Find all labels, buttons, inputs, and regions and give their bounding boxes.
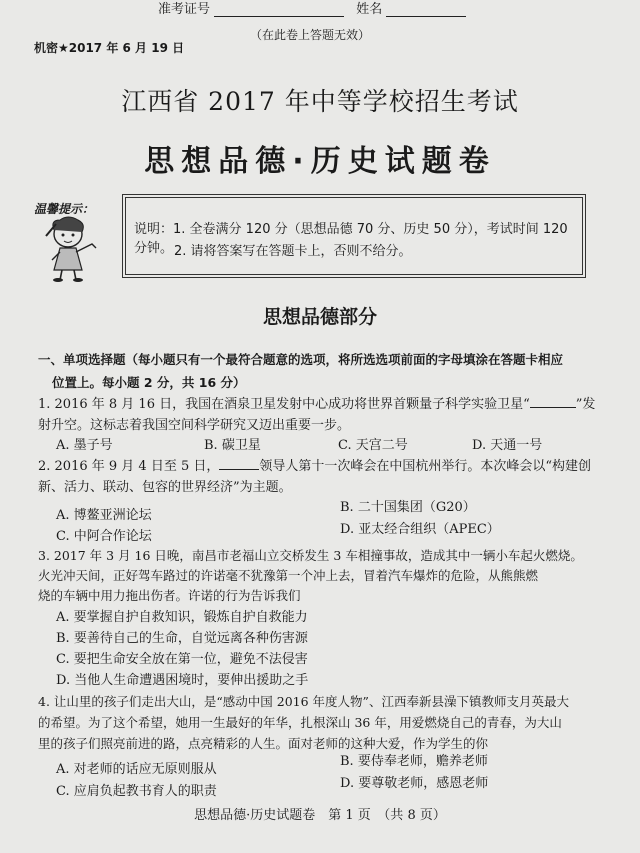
cartoon-girl-illustration — [36, 214, 108, 282]
question-2-option-b: B. 二十国集团（G20） — [340, 500, 476, 515]
question-2-option-d: D. 亚太经合组织（APEC） — [340, 522, 500, 537]
question-4-option-a: A. 对老师的话应无原则服从 — [56, 762, 217, 777]
notice-box — [125, 197, 583, 275]
hint-title: 温馨提示： — [34, 202, 95, 216]
question-3-option-a: A. 要掌握自护自救知识，锻炼自护自救能力 — [56, 610, 308, 625]
question-1-line-1 — [38, 393, 595, 412]
admission-number-line — [214, 4, 344, 17]
question-4-line-2: 的希望。为了这个希望，她用一生最好的年华，扎根深山 36 年，用爱燃烧自己的青春，为大山 — [38, 715, 562, 730]
question-2-line-2: 新、活力、联动、包容的世界经济”为主题。 — [38, 480, 292, 495]
question-3-line-3: 烧的车辆中用力拖出伤者。许诺的行为告诉我们 — [38, 588, 301, 603]
question-2-blank — [219, 458, 259, 470]
question-3-option-c: C. 要把生命安全放在第一位，避免不法侵害 — [56, 652, 308, 667]
question-1-option-d: D. 天通一号 — [472, 438, 543, 453]
question-3-line-2: 火光冲天间，正好驾车路过的许诺毫不犹豫第一个冲上去，冒着汽车爆炸的危险，从熊熊燃 — [38, 568, 539, 583]
secret-date: 机密★2017 年 6 月 19 日 — [34, 41, 185, 55]
question-3-option-d: D. 当他人生命遭遇困境时，要伸出援助之手 — [56, 673, 309, 688]
question-1-blank — [530, 396, 576, 408]
question-2-line-1 — [38, 455, 591, 474]
no-answer-note: （在此卷上答题无效） — [250, 28, 371, 42]
name-label: 姓名 — [356, 2, 383, 17]
question-2-text-a: 2. 2016 年 9 月 4 日至 5 日， — [38, 459, 220, 474]
page-footer: 思想品德·历史试题卷 第 1 页 （共 8 页） — [194, 808, 446, 823]
section-instruction-1: 一、单项选择题（每小题只有一个最符合题意的选项，将所选选项前面的字母填涂在答题卡相应 — [38, 352, 564, 367]
question-1-option-a: A. 墨子号 — [56, 438, 113, 453]
question-2-option-c: C. 中阿合作论坛 — [56, 529, 152, 544]
question-1-option-b: B. 碳卫星 — [204, 438, 261, 453]
question-1-text-b: ”发 — [575, 397, 596, 412]
question-3-line-1: 3. 2017 年 3 月 16 日晚，南昌市老福山立交桥发生 3 车相撞事故，造成其中一辆小车起火燃烧。 — [38, 548, 583, 563]
question-4-line-3: 里的孩子们照亮前进的路，点亮精彩的人生。面对老师的这种大爱，作为学生的你 — [38, 736, 489, 751]
question-1-text-a: 1. 2016 年 8 月 16 日，我国在酒泉卫星发射中心成功将世界首颗量子科学实验卫星“ — [38, 397, 530, 412]
paper-title: 思想品德·历史试题卷 — [144, 144, 496, 179]
question-4-option-c: C. 应肩负起教书育人的职责 — [56, 784, 217, 799]
notice-line-1: 说明：1. 全卷满分 120 分（思想品德 70 分、历史 50 分），考试时间 120 分钟。 — [134, 222, 568, 256]
question-2-option-a: A. 博鳌亚洲论坛 — [56, 508, 152, 523]
question-1-line-2: 射升空。这标志着我国空间科学研究又迈出重要一步。 — [38, 418, 351, 433]
question-4-option-d: D. 要尊敬老师，感恩老师 — [340, 776, 489, 791]
question-3-option-b: B. 要善待自己的生命，自觉远离各种伤害源 — [56, 631, 308, 646]
exam-title: 江西省 2017 年中等学校招生考试 — [121, 87, 519, 116]
admission-number-label: 准考证号 — [158, 2, 211, 17]
section-title: 思想品德部分 — [262, 306, 377, 328]
admission-number-field — [158, 0, 466, 17]
question-4-option-b: B. 要侍奉老师，赡养老师 — [340, 754, 488, 769]
name-line — [386, 4, 466, 17]
question-1-option-c: C. 天宫二号 — [338, 438, 408, 453]
section-instruction-2: 位置上。每小题 2 分，共 16 分） — [52, 375, 246, 390]
question-4-line-1: 4. 让山里的孩子们走出大山，是“感动中国 2016 年度人物”、江西奉新县澡下镇教师支月英最大 — [38, 694, 569, 709]
notice-line-2: 2. 请将答案写在答题卡上，否则不给分。 — [174, 244, 412, 259]
question-2-text-b: 领导人第十一次峰会在中国杭州举行。本次峰会以“构建创 — [259, 459, 592, 474]
